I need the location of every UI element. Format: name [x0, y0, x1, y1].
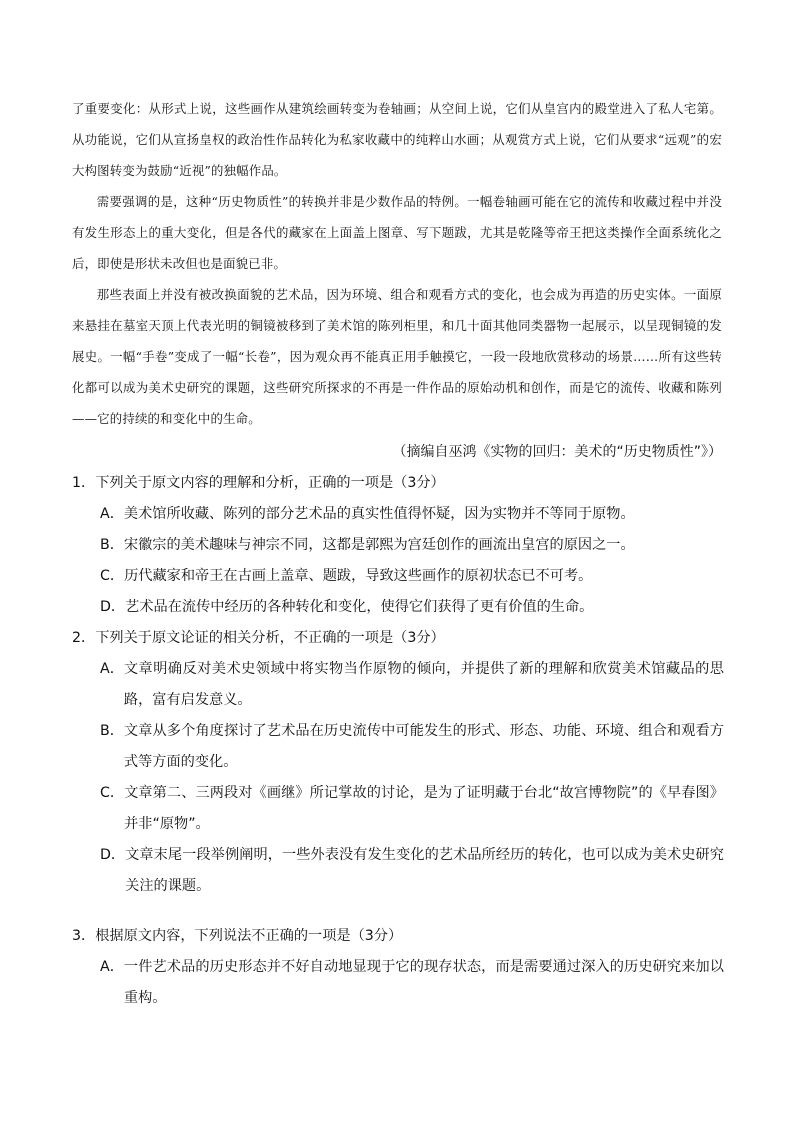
question-spacer [72, 902, 724, 921]
option-text: 一件艺术品的历史形态并不好自动地显现于它的现存状态，而是需要通过深入的历史研究来加以重构。 [123, 959, 724, 1006]
question-stem: 2．下列关于原文论证的相关分析，不正确的一项是（3分） [72, 630, 445, 646]
option-text: 历代藏家和帝王在古画上盖章、题跋，导致这些画作的原初状态已不可考。 [124, 568, 593, 584]
question-1 [72, 468, 724, 623]
option-text: 文章从多个角度探讨了艺术品在历史流传中可能发生的形式、形态、功能、环境、组合和观看方式等方面的变化。 [123, 723, 724, 770]
option-text: 艺术品在流传中经历的各种转化和变化，使得它们获得了更有价值的生命。 [125, 599, 594, 615]
option-letter: D． [100, 847, 126, 863]
question-list [72, 468, 724, 1014]
option-d [72, 592, 724, 623]
option-a [72, 499, 724, 530]
passage-paragraph-3: 那些表面上并没有被改换面貌的艺术品，因为环境、组合和观看方式的变化，也会成为再造的历史实体。一面原来悬挂在墓室天顶上代表光明的铜镜被移到了美术馆的陈列柜里，和几十面其他同类器物一起展示，以呈现铜镜的发展史。一幅“手卷”变成了一幅“长卷”，因为观众再不能真正用手触摸它，一段一段地欣赏移动的场景……所有这些转化都可以成为美术史研究的课题，这些研究所探求的不再是一件作品的原始动机和创作，而是它的流传、收藏和陈列——它的持续的和变化中的生命。 [72, 287, 722, 426]
option-text: 文章明确反对美术史领域中将实物当作原物的倾向，并提供了新的理解和欣赏美术馆藏品的思路，富有启发意义。 [123, 661, 724, 708]
question-stem: 3．根据原文内容，下列说法不正确的一项是（3分） [72, 928, 403, 944]
option-letter: B． [100, 723, 124, 739]
option-letter: A． [100, 506, 124, 522]
question-stem: 1．下列关于原文内容的理解和分析，正确的一项是（3分） [72, 475, 445, 491]
option-c [72, 561, 724, 592]
option-d [72, 840, 724, 902]
option-letter: A． [100, 959, 124, 975]
option-letter: D． [100, 599, 126, 615]
option-a [72, 952, 724, 1014]
option-a [72, 654, 724, 716]
passage-paragraph-1: 了重要变化：从形式上说，这些画作从建筑绘画转变为卷轴画；从空间上说，它们从皇宫内的殿堂进入了私人宅第。从功能说，它们从宣扬皇权的政治性作品转化为私家收藏中的纯粹山水画；从观赏方式上说，它们从要求“远观”的宏大构图转变为鼓励“近视”的独幅作品。 [72, 101, 722, 178]
option-letter: A． [100, 661, 124, 677]
reading-passage [72, 93, 722, 434]
passage-source: （摘编自巫鸿《实物的回归：美术的“历史物质性”》） [392, 444, 722, 460]
question-2 [72, 623, 724, 902]
option-text: 美术馆所收藏、陈列的部分艺术品的真实性值得怀疑，因为实物并不等同于原物。 [123, 506, 635, 522]
option-b [72, 716, 724, 778]
option-text: 文章第二、三两段对《画继》所记掌故的讨论，是为了证明藏于台北“故宫博物院”的《早春图》并非“原物”。 [124, 785, 724, 832]
option-b [72, 530, 724, 561]
option-letter: C． [100, 568, 125, 584]
option-c [72, 778, 724, 840]
option-text: 文章末尾一段举例阐明，一些外表没有发生变化的艺术品所经历的转化，也可以成为美术史研究关注的课题。 [125, 847, 724, 894]
option-text: 宋徽宗的美术趣味与神宗不同，这都是郭熙为宫廷创作的画流出皇宫的原因之一。 [123, 537, 635, 553]
question-3 [72, 921, 724, 1014]
option-letter: B． [100, 537, 124, 553]
passage-paragraph-2: 需要强调的是，这种“历史物质性”的转换并非是少数作品的特例。一幅卷轴画可能在它的流传和收藏过程中并没有发生形态上的重大变化，但是各代的藏家在上面盖上图章、写下题跋，尤其是乾隆等帝王把这类操作全面系统化之后，即使是形状未改但也是面貌已非。 [72, 194, 722, 271]
option-letter: C． [100, 785, 125, 801]
